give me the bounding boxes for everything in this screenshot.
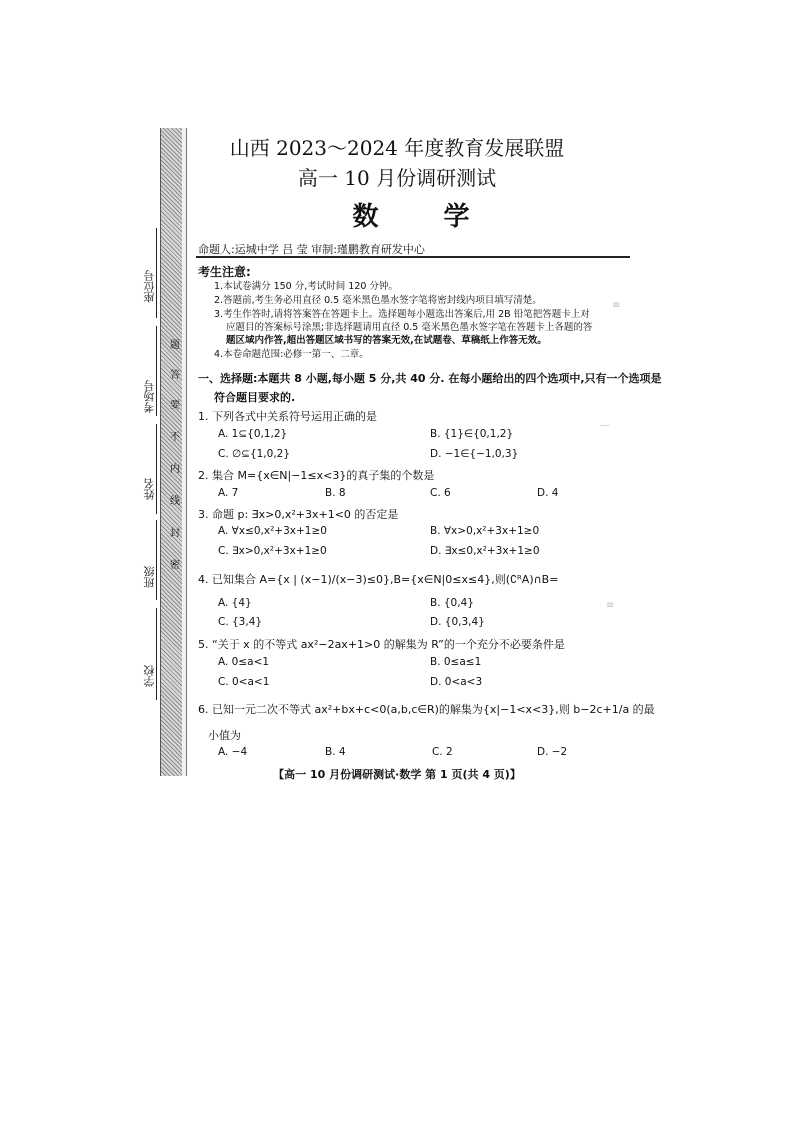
option-d: D. ∃x≤0,x²+3x+1≥0 [430,545,540,557]
seal-char: 不 [170,432,180,443]
notice-item: 2.答题前,考生务必用直径 0.5 毫米黑色墨水签字笔将密封线内项目填写清楚。 [214,295,542,306]
option-a: A. 7 [218,487,239,499]
question-stem: 4. 已知集合 A={x | (x−1)/(x−3)≤0},B={x∈N|0≤x≤4},则(∁ᴿA)∩B= [198,573,559,586]
seat-number-label: 座位号 [143,270,156,303]
seal-char: 密 [170,560,180,571]
seal-char: 答 [170,370,180,381]
school-line [156,608,157,700]
subject-title: 数 学 [352,202,498,232]
section-heading: 一、选择题:本题共 8 小题,每小题 5 分,共 40 分. 在每小题给出的四个选项中,只有一个选项是 [198,372,662,385]
notice-item: 4.本卷命题范围:必修一第一、二章。 [214,349,369,360]
bleed-through-mark: ≡ [606,600,615,611]
page-footer: 【高一 10 月份调研测试·数学 第 1 页(共 4 页)】 [273,768,521,781]
option-d: D. −1∈{−1,0,3} [430,448,519,460]
exam-title-line2: 高一 10 月份调研测试 [297,166,497,190]
exam-room-line [156,326,157,416]
bleed-through-mark: — [600,420,610,431]
question-stem: 5. “关于 x 的不等式 ax²−2ax+1>0 的解集为 R”的一个充分不必要条件是 [198,638,565,651]
exam-room-label: 考场号 [143,380,156,413]
bleed-through-mark: ≡ [612,300,621,311]
school-label: 学校 [143,665,156,687]
option-a: A. {4} [218,597,252,609]
notice-item: 1.本试卷满分 150 分,考试时间 120 分钟。 [214,281,398,292]
option-a: A. −4 [218,746,248,758]
option-c: C. ∃x>0,x²+3x+1≥0 [218,545,327,557]
question-stem: 2. 集合 M={x∈N|−1≤x<3}的真子集的个数是 [198,469,435,482]
question-stem: 3. 命题 p: ∃x>0,x²+3x+1<0 的否定是 [198,508,399,521]
section-heading-cont: 符合题目要求的. [214,391,296,404]
option-a: A. ∀x≤0,x²+3x+1≥0 [218,525,327,537]
question-stem: 6. 已知一元二次不等式 ax²+bx+c<0(a,b,c∈R)的解集为{x|−1<x<3},则 b−2c+1/a 的最 [198,703,655,716]
option-c: C. 6 [430,487,451,499]
question-stem: 1. 下列各式中关系符号运用正确的是 [198,410,377,423]
option-d: D. −2 [537,746,568,758]
notice-title: 考生注意: [198,265,251,279]
option-d: D. {0,3,4} [430,616,485,628]
option-d: D. 0<a<3 [430,676,483,688]
option-c: C. 0<a<1 [218,676,270,688]
class-line [156,520,157,600]
notice-item: 应题目的答案标号涂黑;非选择题请用直径 0.5 毫米黑色墨水签字笔在答题卡上各题的答 [226,322,593,333]
option-b: B. 8 [325,487,346,499]
option-a: A. 0≤a<1 [218,656,270,668]
option-c: C. 2 [432,746,453,758]
seal-char: 封 [170,528,180,539]
notice-item: 3.考生作答时,请将答案答在答题卡上。选择题每小题选出答案后,用 2B 铅笔把答题卡上对 [214,309,590,320]
header-rule [196,256,630,258]
option-b: B. 0≤a≤1 [430,656,482,668]
option-b: B. {1}∈{0,1,2} [430,428,514,440]
seat-number-line [156,228,157,318]
exam-title-line1: 山西 2023～2024 年度教育发展联盟 [229,136,565,160]
notice-item: 题区域内作答,超出答题区域书写的答案无效,在试题卷、草稿纸上作答无效。 [226,335,547,346]
seal-char: 内 [170,464,180,475]
question-stem-cont: 小值为 [208,729,241,742]
class-label: 班级 [143,566,156,588]
option-b: B. 4 [325,746,346,758]
seal-char: 线 [170,496,180,507]
option-c: C. ∅⊆{1,0,2} [218,448,291,460]
option-a: A. 1⊆{0,1,2} [218,428,288,440]
name-label: 姓名 [143,478,156,500]
option-b: B. ∀x>0,x²+3x+1≥0 [430,525,540,537]
option-b: B. {0,4} [430,597,474,609]
seal-char: 题 [170,340,180,351]
seal-char: 要 [170,400,180,411]
name-line [156,424,157,514]
option-d: D. 4 [537,487,559,499]
option-c: C. {3,4} [218,616,263,628]
author-line: 命题人:运城中学 吕 莹 审制:瑾鹏教育研发中心 [198,243,425,256]
